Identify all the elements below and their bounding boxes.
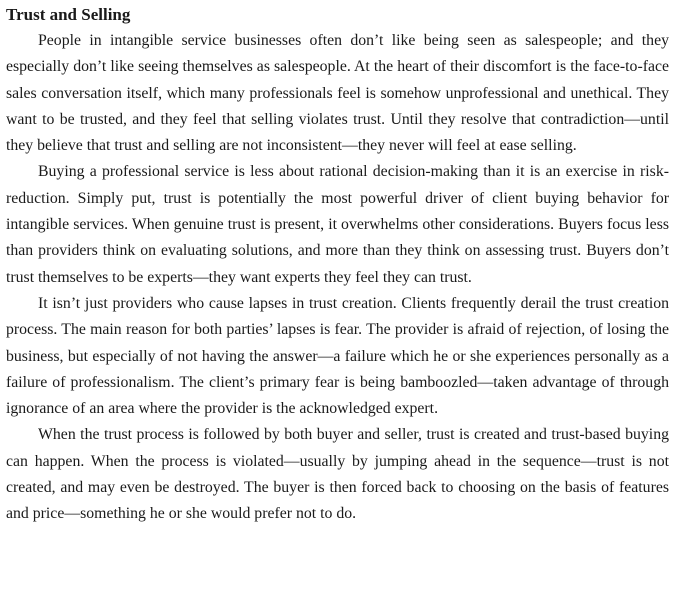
paragraph-1: People in intangible service businesses often don’t like being seen as salespeople; and they especially don’t like seeing themselves as salespeople. At the heart of their discomfort is the face-to-face sales conversation itself, which many professionals feel is somehow unprofessional and unethical. They want to be trusted, and they feel that selling violates trust. Until they resolve that contradiction—until they believe that trust and selling are not inconsistent—they never will feel at ease selling. [6,32,669,155]
paragraph-2: Buying a professional service is less about rational decision-making than it is an exercise in risk-reduction. Simply put, trust is potentially the most powerful driver of client buying behavior for intangible services. When genuine trust is present, it overwhelms other considerations. Buyers focus less than providers think on evaluating solutions, and more than they think on assessing trust. Buyers don’t trust themselves to be experts—they want experts they feel they can trust. [6,163,669,286]
paragraph-4: When the trust process is followed by both buyer and seller, trust is created and trust-based buying can happen. When the process is violated—usually by jumping ahead in the sequence—trust is not created, and may even be destroyed. The buyer is then forced back to choosing on the basis of features and price—something he or she would prefer not to do. [6,426,669,523]
paragraph-3: It isn’t just providers who cause lapses in trust creation. Clients frequently derail the trust creation process. The main reason for both parties’ lapses is fear. The provider is afraid of rejection, of losing the business, but especially of not having the answer—a failure which he or she experiences personally as a failure of professionalism. The client’s primary fear is being bamboozled—taken advantage of through ignorance of an area where the provider is the acknowledged expert. [6,294,669,418]
document-title: Trust and Selling [6,5,131,24]
